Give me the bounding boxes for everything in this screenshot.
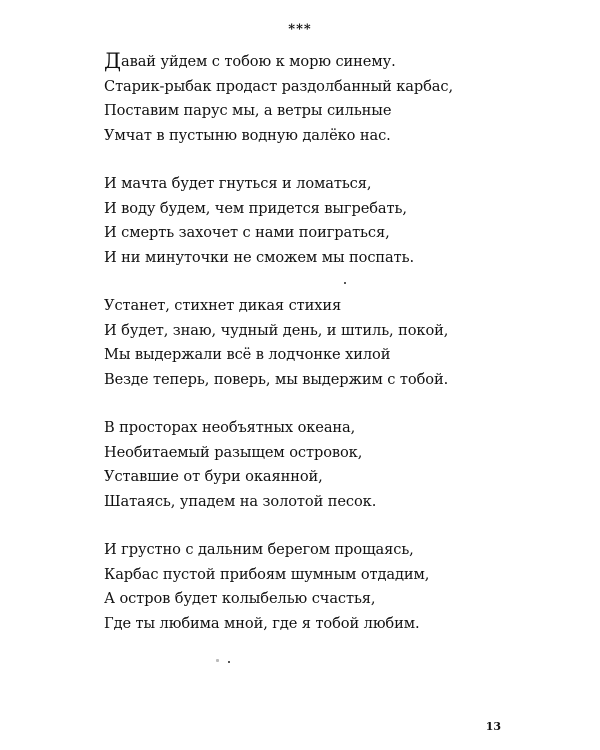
page-number: 13	[485, 720, 501, 733]
print-speck	[344, 282, 346, 284]
stanza-separator: ***	[288, 22, 312, 37]
poem-line: Мы выдержали всё в лодчонке хилой	[104, 346, 391, 363]
stanza	[104, 294, 453, 392]
poem-line: Устанет, стихнет дикая стихия	[104, 297, 342, 314]
poem-line: Везде теперь, поверь, мы выдержим с тобой.	[104, 370, 449, 388]
poem-line: Уставшие от бури окаянной,	[104, 468, 323, 485]
poem-line-text: авай уйдем с тобою к морю синему.	[120, 53, 396, 70]
print-speck	[228, 661, 230, 663]
poem-line: Старик-рыбак продаст раздолбанный карбас,	[104, 77, 454, 95]
poem-line: И воду будем, чем придется выгребать,	[104, 199, 407, 217]
poem-line: Где ты любима мной, где я тобой любим.	[104, 614, 420, 632]
poem-line: И грустно с дальним берегом прощаясь,	[104, 541, 414, 558]
poem-line: Умчат в пустыню водную далёко нас.	[104, 126, 391, 144]
drop-cap: Д	[104, 49, 121, 73]
poem-line: И будет, знаю, чудный день, и штиль, покой,	[104, 321, 449, 339]
stanza	[104, 50, 453, 148]
poem-line: Необитаемый разыщем островок,	[104, 443, 363, 461]
poem-line: А остров будет колыбелью счастья,	[104, 590, 376, 607]
poem-line: Карбас пустой прибоям шумным отдадим,	[104, 565, 430, 583]
stanza	[104, 416, 453, 514]
print-speck	[216, 659, 219, 662]
poem-line: Поставим парус мы, а ветры сильные	[104, 102, 392, 119]
poem-line: И мачта будет гнуться и ломаться,	[104, 175, 372, 192]
stanza	[104, 172, 453, 270]
stanza	[104, 538, 453, 636]
poem-line	[104, 50, 453, 75]
poem-line: Шатаясь, упадем на золотой песок.	[104, 492, 377, 510]
poem-line: В просторах необъятных океана,	[104, 419, 356, 436]
poem	[104, 50, 453, 660]
poem-line: И смерть захочет с нами поиграться,	[104, 224, 390, 241]
poem-line: И ни минуточки не сможем мы поспать.	[104, 248, 414, 266]
